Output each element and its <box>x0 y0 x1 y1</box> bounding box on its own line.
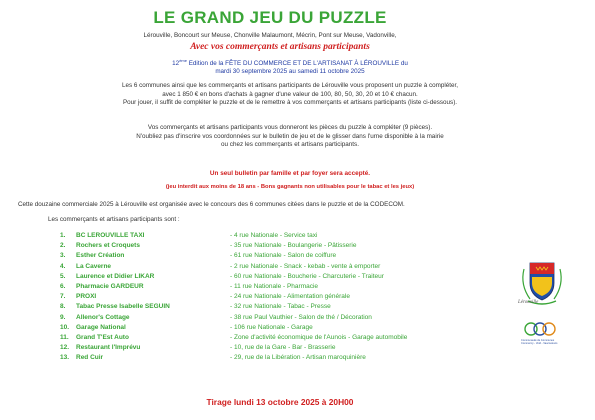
merchant-number: 12. <box>60 344 70 352</box>
merchant-name: Pharmacie GARDEUR <box>76 282 144 290</box>
merchant-address: - 61 rue Nationale - Salon de coiffure <box>230 252 337 260</box>
merchant-name: Red Cuir <box>76 354 104 362</box>
instructions-line: N'oubliez pas d'inscrire vos coordonnées sur le bulletin de jeu et de le glisser dans l'urne disponible à la mairie <box>136 132 444 140</box>
merchant-name: Garage National <box>76 323 126 331</box>
codecom-caption <box>521 339 557 345</box>
merchant-address: - 4 rue Nationale - Service taxi <box>230 232 318 239</box>
edition-line-1 <box>0 57 580 68</box>
merchant-name: Esther Création <box>76 252 125 260</box>
intro-line: Pour jouer, il suffit de compléter le puzzle et de le remettre à vos commerçants et artisans participants (liste ci-dessous). <box>122 99 458 107</box>
merchant-number: 8. <box>60 303 66 311</box>
merchant-address: - 35 rue Nationale - Boulangerie - Pâtisserie <box>230 242 357 250</box>
instructions-paragraph <box>0 124 580 150</box>
merchant-address: - 38 rue Paul Vauthier - Salon de thé / Décoration <box>230 313 372 321</box>
crest-label: Lérouville <box>518 300 539 305</box>
merchant-number: 5. <box>60 272 66 280</box>
merchant-number: 4. <box>60 262 66 270</box>
merchant-name: Tabac Presse Isabelle SEGUIN <box>76 303 170 311</box>
merchant-address: - 11 rue Nationale - Pharmacie <box>230 282 319 290</box>
edition-number: 12 <box>172 60 180 68</box>
merchant-number: 10. <box>60 323 70 331</box>
merchant-name: La Caverne <box>76 262 112 270</box>
intro-line: Les 6 communes ainsi que les commerçants et artisans participants de Lérouville vous proposent un puzzle à compléter, <box>121 82 458 89</box>
merchant-name: Laurence et Didier LIKAR <box>76 272 155 280</box>
merchant-number: 6. <box>60 282 66 290</box>
intro-line: avec 1 850 € en bons d'achats à gagner d'une valeur de 100, 80, 50, 30, 20 et 10 € chacun. <box>162 90 418 98</box>
edition-suffix: ème <box>179 58 187 63</box>
edition-dates: mardi 30 septembre 2025 au samedi 11 octobre 2025 <box>215 67 365 75</box>
merchant-name: Grand T'Est Auto <box>76 333 129 341</box>
merchant-number: 11. <box>60 333 69 341</box>
codecom-logo <box>521 320 559 338</box>
merchant-address: - 10, rue de la Gare - Bar - Brasserie <box>230 344 336 352</box>
edition-block <box>0 57 580 75</box>
intro-paragraph <box>0 82 580 108</box>
merchant-address: - 2 rue Nationale - Snack - kebab - vente à emporter <box>230 262 381 270</box>
merchant-address: - 60 rue Nationale - Boucherie - Charcuterie - Traiteur <box>230 272 384 280</box>
merchant-list-heading: Les commerçants et artisans participants sont : <box>48 216 180 223</box>
merchant-number: 7. <box>60 293 66 301</box>
rule-one-entry: Un seul bulletin par famille et par foyer sera accepté. <box>209 170 371 177</box>
merchant-name: Rochers et Croquets <box>76 242 140 250</box>
merchant-number: 2. <box>60 242 66 250</box>
codecom-line-2: Commercy - Void - Vaucouleurs <box>521 342 558 345</box>
merchant-address: - 24 rue Nationale - Alimentation générale <box>230 293 350 301</box>
instructions-line: ou chez les commerçants et artisans participants. <box>221 141 359 149</box>
edition-text: Edition de la FÊTE DU COMMERCE ET DE L'ARTISANAT À LÉROUVILLE du <box>186 60 408 68</box>
merchant-name: Restaurant l'Imprévu <box>76 344 141 352</box>
merchant-name: Allenor's Cottage <box>76 313 130 321</box>
merchant-name: PROXI <box>76 293 97 301</box>
codecom-line-1: Communauté de Communes <box>521 339 555 342</box>
merchant-number: 9. <box>60 313 66 321</box>
draw-date: Tirage lundi 13 octobre 2025 à 20H00 <box>206 397 354 407</box>
merchant-number: 13. <box>60 354 70 362</box>
merchant-address: - 106 rue Nationale - Garage <box>230 323 313 331</box>
merchant-number: 3. <box>60 252 66 260</box>
merchant-address: - 29, rue de la Libération - Artisan maroquinière <box>230 354 366 362</box>
merchant-number: 1. <box>60 232 66 239</box>
merchant-address: - 32 rue Nationale - Tabac - Presse <box>230 303 331 311</box>
concours-text: Cette douzaine commerciale 2025 à Lérouville est organisée avec le concours des 6 communes citées dans le puzzle et de la CODECOM. <box>18 201 405 208</box>
tagline: Avec vos commerçants et artisans participants <box>190 42 370 52</box>
merchant-address: - Zone d'activité économique de l'Aunois - Garage automobile <box>230 333 408 341</box>
page-title: LE GRAND JEU DU PUZZLE <box>153 8 387 27</box>
instructions-line: Vos commerçants et artisans participants vous donneront les pièces du puzzle à compléter (9 pièces). <box>147 124 433 131</box>
merchant-name: BC LEROUVILLE TAXI <box>76 232 145 239</box>
communes-list: Lérouville, Boncourt sur Meuse, Chonville Malaumont, Mécrin, Pont sur Meuse, Vadonville, <box>143 32 397 39</box>
rule-age-restriction: (jeu interdit aux moins de 18 ans - Bons gagnants non utilisables pour le tabac et les jeux) <box>165 184 415 190</box>
